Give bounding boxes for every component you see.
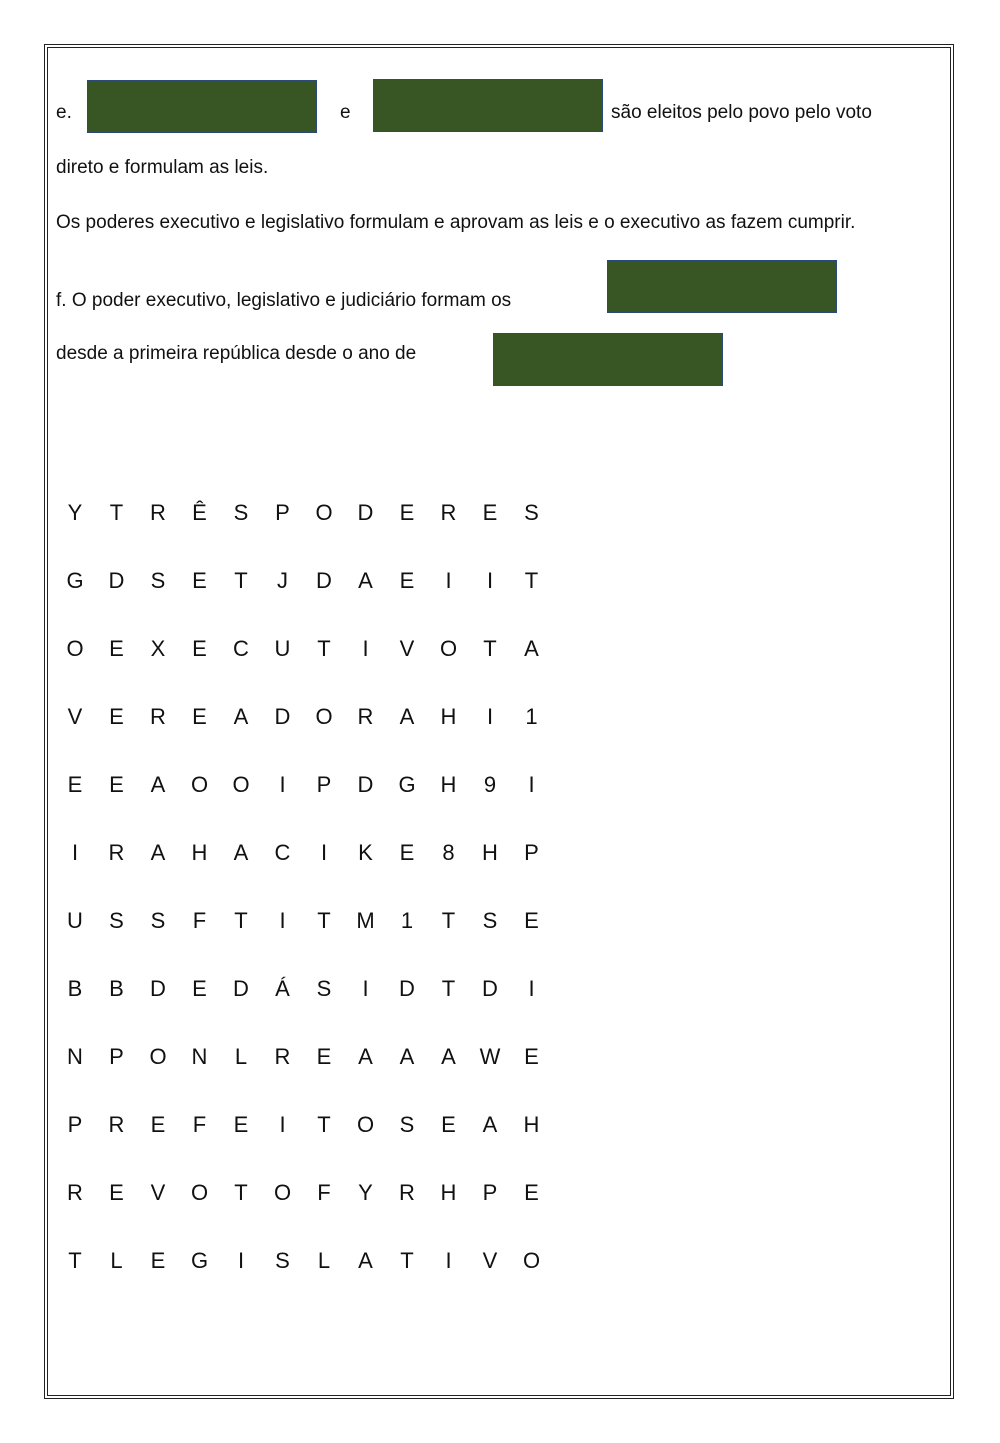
grid-letter[interactable]: T [109,500,124,525]
grid-letter[interactable]: C [274,840,291,865]
grid-letter[interactable]: P [316,772,332,797]
grid-letter[interactable]: E [192,568,207,593]
grid-letter[interactable]: T [441,976,456,1001]
grid-letter[interactable]: A [233,840,249,865]
grid-letter[interactable]: W [479,1044,501,1069]
grid-letter[interactable]: E [109,772,124,797]
grid-letter[interactable]: T [483,636,497,661]
grid-letter[interactable]: D [399,976,415,1001]
grid-letter[interactable]: 1 [400,908,414,933]
grid-letter[interactable]: E [399,568,415,593]
grid-letter[interactable]: S [150,908,166,933]
grid-letter[interactable]: A [233,704,249,729]
grid-letter[interactable]: 8 [442,840,455,865]
grid-letter[interactable]: D [108,568,125,593]
grid-letter[interactable]: D [316,568,332,593]
grid-letter[interactable]: M [356,908,375,933]
grid-letter[interactable]: R [274,1044,291,1069]
grid-letter[interactable]: D [357,500,374,525]
grid-letter[interactable]: H [191,840,208,865]
grid-letter[interactable]: L [317,1248,331,1273]
grid-letter[interactable]: E [524,908,539,933]
grid-letter[interactable]: J [277,568,288,593]
item-e-connector: e [340,102,351,123]
grid-letter[interactable]: T [234,1180,248,1205]
grid-letter[interactable]: T [317,636,331,661]
grid-letter[interactable]: T [441,908,456,933]
grid-letter[interactable]: E [192,976,207,1001]
grid-letter[interactable]: 1 [525,704,538,729]
grid-letter[interactable]: I [279,1112,286,1137]
grid-letter[interactable]: V [150,1180,166,1205]
item-f-line2: desde a primeira república desde o ano de [56,343,417,364]
grid-letter[interactable]: T [68,1248,82,1273]
grid-letter[interactable]: I [528,772,535,797]
grid-letter[interactable]: I [362,636,369,661]
grid-letter[interactable]: E [441,1112,456,1137]
grid-letter[interactable]: O [315,704,333,729]
grid-letter[interactable]: A [482,1112,498,1137]
grid-letter[interactable]: I [279,908,286,933]
grid-letter[interactable]: V [482,1248,498,1273]
grid-letter[interactable]: D [150,976,166,1001]
grid-letter[interactable]: T [400,1248,414,1273]
grid-letter[interactable]: P [67,1112,83,1137]
grid-letter[interactable]: A [441,1044,456,1069]
grid-letter[interactable]: P [482,1180,498,1205]
grid-letter[interactable]: V [67,704,83,729]
grid-letter[interactable]: E [67,772,83,797]
grid-letter[interactable]: T [317,1112,331,1137]
grid-letter[interactable]: E [192,636,207,661]
grid-letter[interactable]: E [233,1112,249,1137]
grid-letter[interactable]: L [110,1248,123,1273]
grid-letter[interactable]: I [71,840,79,865]
grid-letter[interactable]: G [66,568,84,593]
grid-letter[interactable]: 9 [483,772,497,797]
grid-letter[interactable]: E [524,1180,539,1205]
grid-letter[interactable]: H [440,704,457,729]
grid-letter[interactable]: S [275,1248,290,1273]
grid-letter[interactable]: O [190,772,209,797]
grid-letter[interactable]: E [109,1180,124,1205]
grid-letter[interactable]: E [192,704,207,729]
grid-letter[interactable]: R [108,1112,125,1137]
grid-letter[interactable]: I [528,976,535,1001]
grid-letter[interactable]: E [109,636,124,661]
grid-letter[interactable]: P [275,500,290,525]
grid-letter[interactable]: N [191,1044,208,1069]
grid-letter[interactable]: O [232,772,250,797]
item-e-suffix: são eleitos pelo povo pelo voto [611,102,872,123]
item-e-continuation: direto e formulam as leis. [56,157,269,178]
grid-letter[interactable]: E [150,1112,166,1137]
grid-letter[interactable]: E [399,840,415,865]
grid-letter[interactable]: O [149,1044,167,1069]
grid-letter[interactable]: O [522,1248,541,1273]
statement-text: Os poderes executivo e legislativo formulam e aprovam as leis e o executivo as fazem cumprir. [56,212,856,233]
grid-letter[interactable]: A [358,1044,373,1069]
grid-letter[interactable]: B [67,976,83,1001]
grid-letter[interactable]: D [274,704,291,729]
grid-letter[interactable]: U [274,636,291,661]
grid-letter[interactable]: V [399,636,415,661]
grid-letter[interactable]: A [150,772,166,797]
grid-letter[interactable]: R [399,1180,415,1205]
answer-box-e1[interactable] [87,80,317,133]
item-f-line1: f. O poder executivo, legislativo e judiciário formam os [56,290,512,311]
grid-letter[interactable]: A [399,1044,415,1069]
grid-letter[interactable]: T [317,908,331,933]
grid-letter[interactable]: F [192,1112,207,1137]
answer-box-f2[interactable] [493,333,723,386]
grid-letter[interactable]: O [356,1112,375,1137]
grid-letter[interactable]: P [109,1044,124,1069]
grid-letter[interactable]: I [237,1248,245,1273]
grid-letter[interactable]: G [398,772,416,797]
grid-letter[interactable]: U [67,908,83,933]
grid-letter[interactable]: B [109,976,124,1001]
grid-letter[interactable]: R [150,704,166,729]
grid-letter[interactable]: H [523,1112,540,1137]
grid-letter[interactable]: A [150,840,166,865]
grid-letter[interactable]: X [150,636,166,661]
grid-letter[interactable]: A [358,568,373,593]
grid-letter[interactable]: S [316,976,332,1001]
grid-letter[interactable]: I [486,704,494,729]
grid-letter[interactable]: R [108,840,125,865]
grid-letter[interactable]: E [524,1044,539,1069]
grid-letter[interactable]: R [67,1180,83,1205]
grid-letter[interactable]: S [233,500,249,525]
grid-letter[interactable]: I [362,976,369,1001]
grid-letter[interactable]: E [482,500,498,525]
grid-letter[interactable]: S [109,908,124,933]
grid-letter[interactable]: R [440,500,457,525]
grid-letter[interactable]: S [524,500,539,525]
grid-letter[interactable]: D [357,772,374,797]
grid-letter[interactable]: S [482,908,498,933]
grid-letter[interactable]: O [315,500,333,525]
grid-letter[interactable]: O [66,636,84,661]
grid-letter[interactable]: F [317,1180,331,1205]
grid-letter[interactable]: A [524,636,539,661]
grid-letter[interactable]: I [445,1248,452,1273]
grid-letter[interactable]: L [234,1044,248,1069]
grid-letter[interactable]: I [445,568,452,593]
grid-letter[interactable]: E [150,1248,166,1273]
grid-letter[interactable]: D [482,976,498,1001]
grid-letter[interactable]: I [279,772,286,797]
item-e-prefix: e. [56,102,72,123]
grid-letter[interactable]: E [399,500,415,525]
answer-box-f1[interactable] [607,260,837,313]
grid-letter[interactable]: O [439,636,458,661]
grid-letter[interactable]: T [524,568,539,593]
grid-letter[interactable]: Ê [192,500,207,525]
grid-letter[interactable]: Y [358,1180,373,1205]
answer-box-e2[interactable] [373,79,603,132]
grid-letter[interactable]: H [440,772,457,797]
grid-letter[interactable]: S [399,1112,415,1137]
grid-letter[interactable]: O [273,1180,292,1205]
grid-letter[interactable]: A [399,704,415,729]
grid-letter[interactable]: Y [67,500,83,525]
grid-letter[interactable]: F [192,908,207,933]
grid-letter[interactable]: R [357,704,374,729]
grid-letter[interactable]: Á [275,976,290,1001]
grid-letter[interactable]: T [234,908,248,933]
grid-letter[interactable]: H [440,1180,457,1205]
grid-letter[interactable]: G [190,1248,209,1273]
grid-letter[interactable]: P [524,840,539,865]
grid-letter[interactable]: D [233,976,249,1001]
grid-letter[interactable]: H [482,840,498,865]
grid-letter[interactable]: R [150,500,166,525]
grid-letter[interactable]: E [316,1044,332,1069]
grid-letter[interactable]: E [109,704,124,729]
grid-letter[interactable]: I [486,568,494,593]
grid-letter[interactable]: N [67,1044,83,1069]
grid-letter[interactable]: A [358,1248,373,1273]
grid-letter[interactable]: O [190,1180,209,1205]
grid-letter[interactable]: K [358,840,373,865]
grid-letter[interactable]: I [320,840,328,865]
grid-letter[interactable]: C [233,636,249,661]
grid-letter[interactable]: S [150,568,166,593]
grid-letter[interactable]: T [234,568,248,593]
